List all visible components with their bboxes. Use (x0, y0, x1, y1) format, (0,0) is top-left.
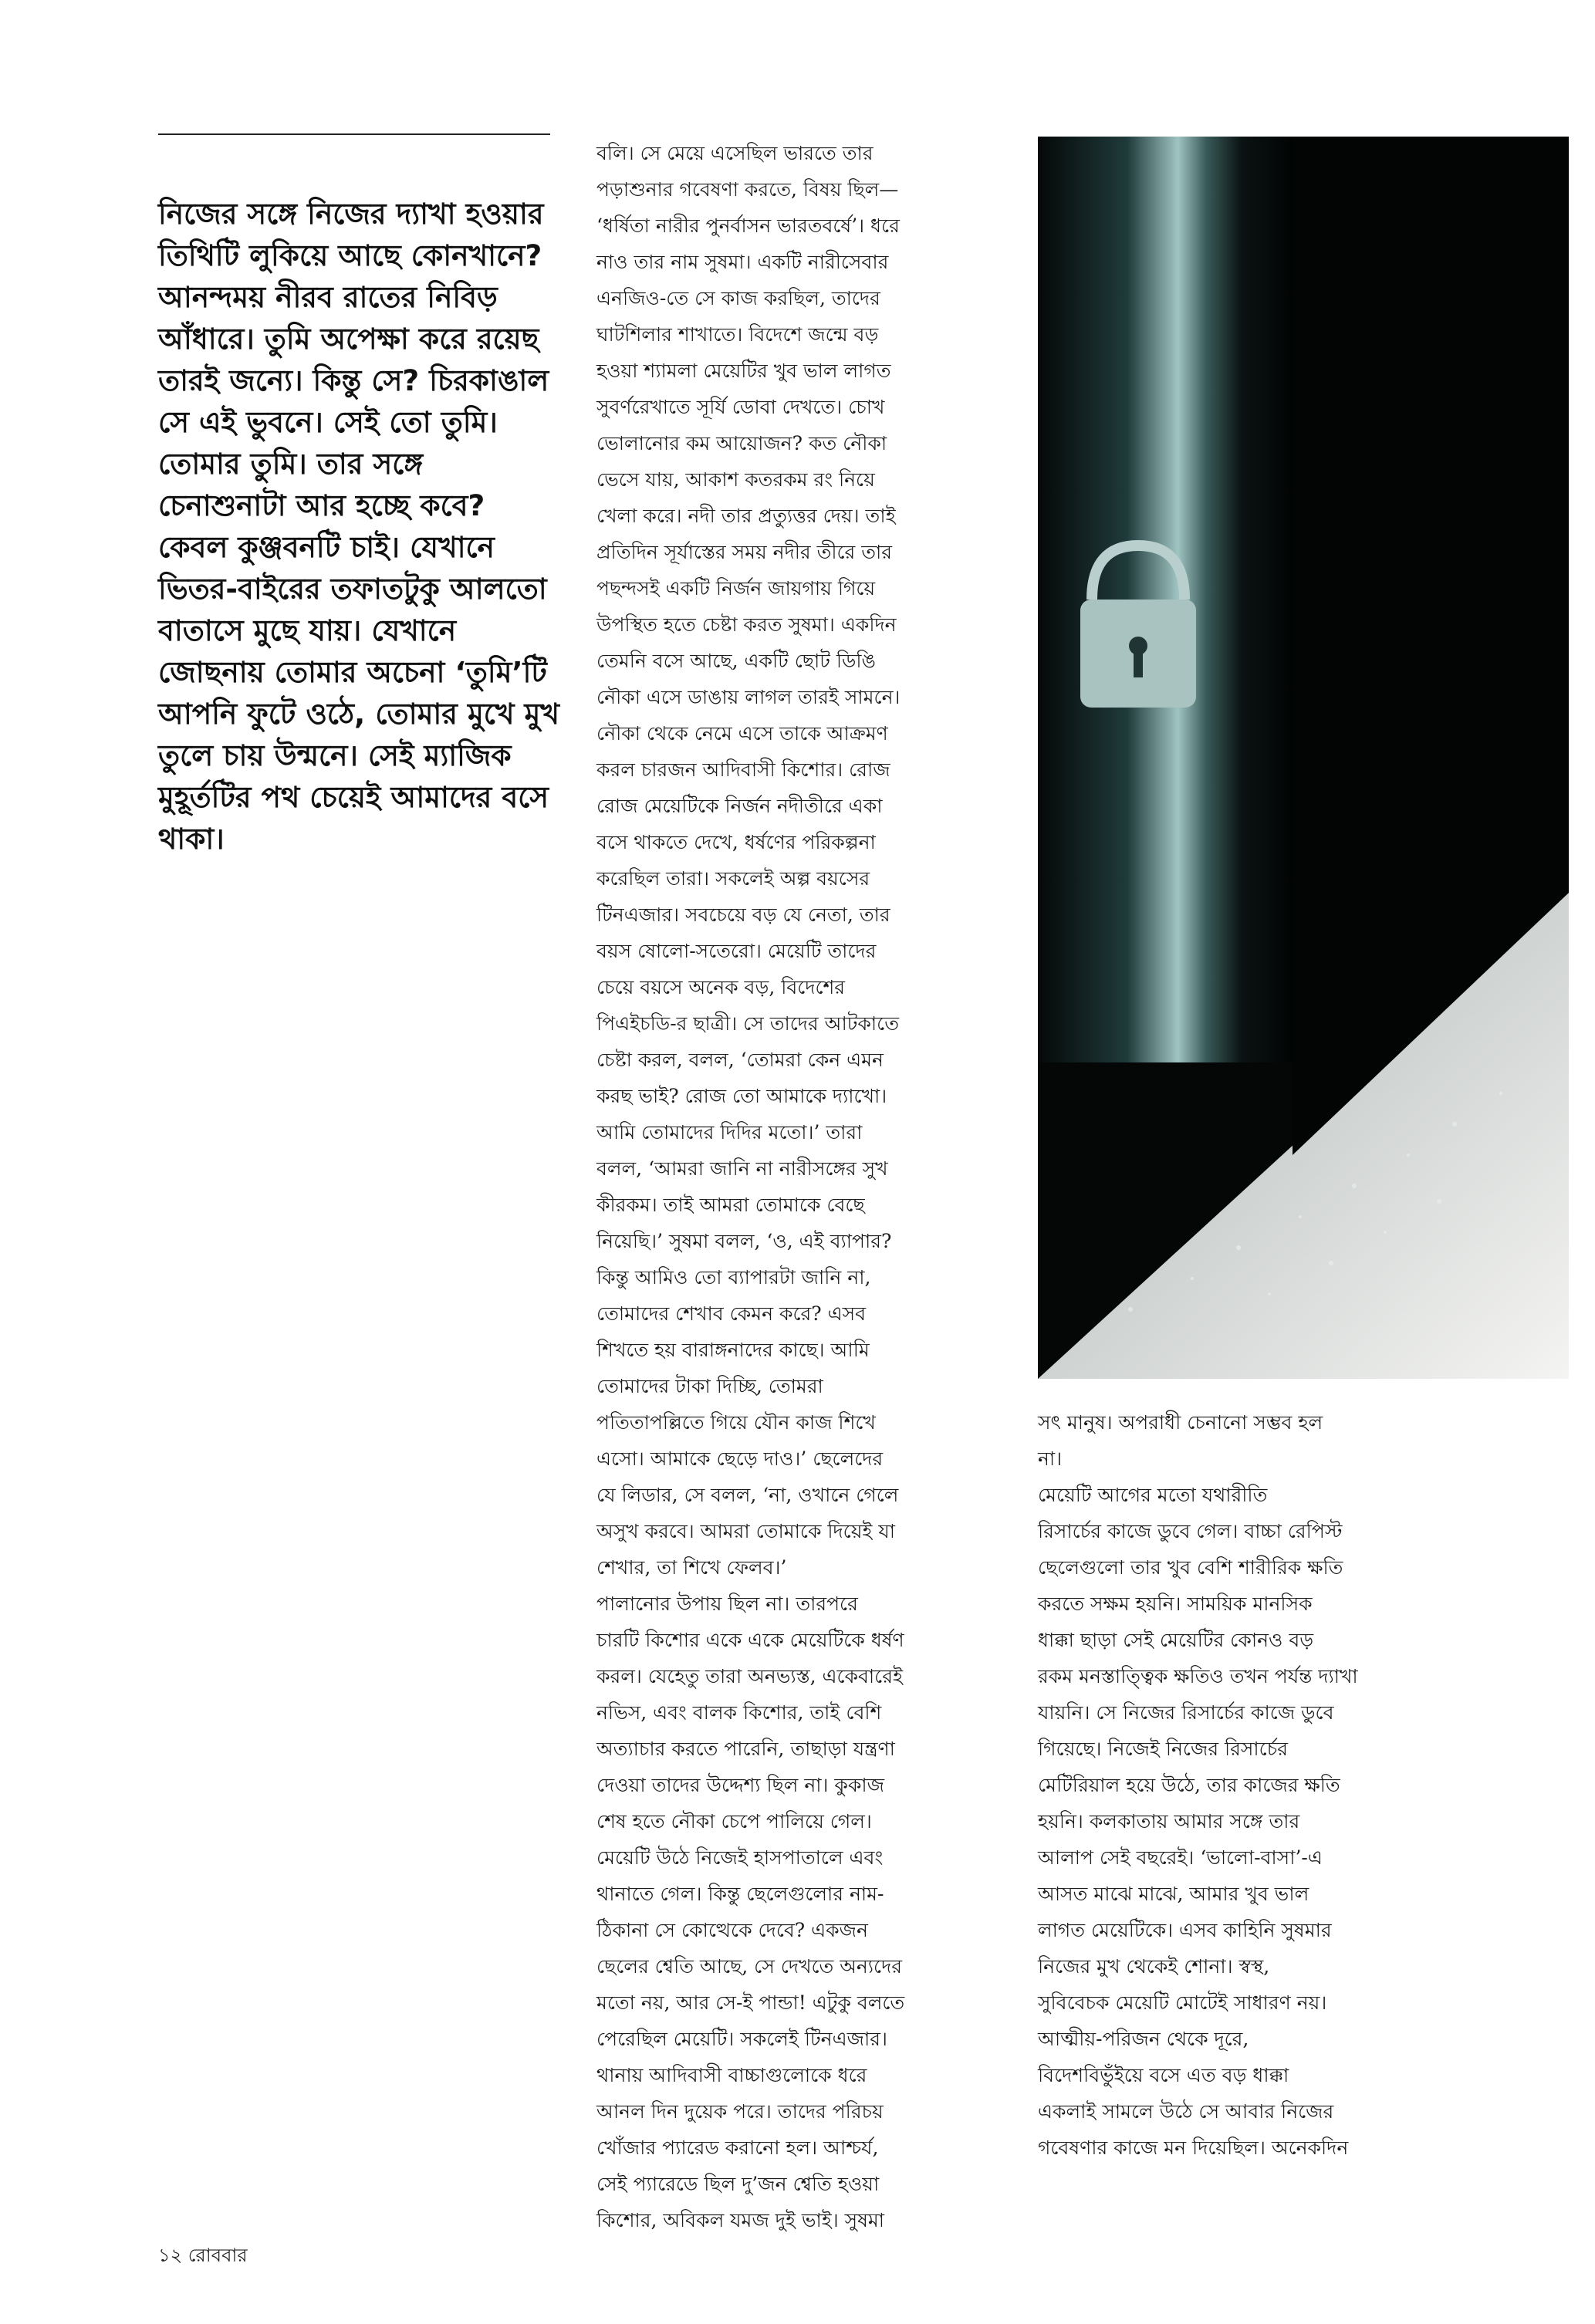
middle-column-line: চেষ্টা করল, বলল, ‘তোমরা কেন এমন (596, 1049, 884, 1071)
middle-column-line: বয়স ষোলো-সতেরো। মেয়েটি তাদের (596, 940, 877, 962)
right-column-line: করতে সক্ষম হয়নি। সাময়িক মানসিক (1038, 1593, 1313, 1615)
middle-column-line: থানায় আদিবাসী বাচ্চাগুলোকে ধরে (596, 2064, 867, 2086)
middle-column-line: মেয়েটি উঠে নিজেই হাসপাতালে এবং (596, 1846, 884, 1869)
middle-column-line: নাও তার নাম সুষমা। একটি নারীসেবার (596, 251, 889, 273)
body-column-right (1038, 1404, 1439, 2166)
right-column-line: বিদেশবিভুঁইয়ে বসে এত বড় ধাক্কা (1038, 2064, 1289, 2086)
middle-column-line: ‘ধর্ষিতা নারীর পুনর্বাসন ভারতবর্ষে’। ধরে (596, 214, 900, 237)
middle-column-line: বলি। সে মেয়ে এসেছিল ভারতে তার (596, 142, 874, 164)
middle-column-line: সেই প্যারেডে ছিল দু’জন শ্বেতি হওয়া (596, 2173, 880, 2195)
door-lock-illustration (1038, 137, 1569, 1379)
middle-column-line: মতো নয়, আর সে-ই পান্ডা! এটুকু বলতে (596, 1991, 905, 2014)
middle-column-line: পতিতাপল্লিতে গিয়ে যৌন কাজ শিখে (596, 1411, 876, 1434)
middle-column-line: তেমনি বসে আছে, একটি ছোট ডিঙি (596, 650, 876, 672)
right-column-line: হয়নি। কলকাতায় আমার সঙ্গে তার (1038, 1810, 1300, 1833)
body-column-middle (596, 135, 998, 2238)
middle-column-line: পছন্দসই একটি নির্জন জায়গায় গিয়ে (596, 577, 876, 600)
middle-column-line: নৌকা থেকে নেমে এসে তাকে আক্রমণ (596, 722, 888, 745)
right-column-line: মেটিরিয়াল হয়ে উঠে, তার কাজের ক্ষতি (1038, 1774, 1340, 1796)
middle-column-line: আমি তোমাদের দিদির মতো।’ তারা (596, 1121, 863, 1143)
middle-column-line: অসুখ করবে। আমরা তোমাকে দিয়েই যা (596, 1520, 896, 1542)
right-column-line: আসত মাঝে মাঝে, আমার খুব ভাল (1038, 1883, 1309, 1905)
middle-column-line: শিখতে হয় বারাঙ্গনাদের কাছে। আমি (596, 1339, 870, 1361)
middle-column-line: পালানোর উপায় ছিল না। তারপরে (596, 1593, 858, 1615)
middle-column-line: পিএইচডি-র ছাত্রী। সে তাদের আটকাতে (596, 1012, 899, 1035)
middle-column-line: কীরকম। তাই আমরা তোমাকে বেছে (596, 1194, 865, 1216)
middle-column-line: চারটি কিশোর একে একে মেয়েটিকে ধর্ষণ (596, 1629, 904, 1651)
middle-column-line: উপস্থিত হতে চেষ্টা করত সুষমা। একদিন (596, 613, 897, 636)
middle-column-line: পড়াশুনার গবেষণা করতে, বিষয় ছিল— (596, 178, 899, 201)
right-column-line: ধাক্কা ছাড়া সেই মেয়েটির কোনও বড় (1038, 1629, 1314, 1651)
top-rule (158, 133, 550, 135)
middle-column-line: দেওয়া তাদের উদ্দেশ্য ছিল না। কুকাজ (596, 1774, 885, 1796)
right-column-line: যায়নি। সে নিজের রিসার্চের কাজে ডুবে (1038, 1701, 1334, 1724)
middle-column-line: বলল, ‘আমরা জানি না নারীসঙ্গের সুখ (596, 1157, 888, 1180)
middle-column-line: করেছিল তারা। সকলেই অল্প বয়সের (596, 867, 870, 890)
middle-column-line: ভেসে যায়, আকাশ কতরকম রং নিয়ে (596, 468, 875, 491)
right-column-line: ছেলেগুলো তার খুব বেশি শারীরিক ক্ষতি (1038, 1556, 1343, 1579)
middle-column-line: বসে থাকতে দেখে, ধর্ষণের পরিকল্পনা (596, 831, 876, 853)
right-column-line: গিয়েছে। নিজেই নিজের রিসার্চের (1038, 1738, 1288, 1760)
middle-column-line: এসো। আমাকে ছেড়ে দাও।’ ছেলেদের (596, 1447, 884, 1470)
middle-column-line: শেষ হতে নৌকা চেপে পালিয়ে গেল। (596, 1810, 872, 1833)
right-column-line: রকম মনস্তাত্ত্বিক ক্ষতিও তখন পর্যন্ত দ্যাখা (1038, 1665, 1358, 1687)
middle-column-line: করছ ভাই? রোজ তো আমাকে দ্যাখো। (596, 1085, 887, 1107)
middle-column-line: খেলা করে। নদী তার প্রত্যুত্তর দেয়। তাই (596, 505, 896, 527)
middle-column-line: নিয়েছি।’ সুষমা বলল, ‘ও, এই ব্যাপার? (596, 1230, 892, 1252)
middle-column-line: শেখার, তা শিখে ফেলব।’ (596, 1556, 787, 1579)
right-column-line: গবেষণার কাজে মন দিয়েছিল। অনেকদিন (1038, 2137, 1349, 2159)
right-column-line: সৎ মানুষ। অপরাধী চেনানো সম্ভব হল (1038, 1411, 1323, 1434)
right-column-line: একলাই সামলে উঠে সে আবার নিজের (1038, 2100, 1334, 2123)
middle-column-line: টিনএজার। সবচেয়ে বড় যে নেতা, তার (596, 904, 890, 926)
page-folio: ১২ রোববার (158, 2245, 248, 2266)
middle-column-line: করল। যেহেতু তারা অনভ্যস্ত, একেবারেই (596, 1665, 903, 1687)
middle-column-line: প্রতিদিন সূর্যাস্তের সময় নদীর তীরে তার (596, 541, 893, 563)
middle-column-line: হওয়া শ্যামলা মেয়েটির খুব ভাল লাগত (596, 360, 891, 382)
middle-column-line: খোঁজার প্যারেড করানো হল। আশ্চর্য, (596, 2137, 879, 2159)
middle-column-line: নভিস, এবং বালক কিশোর, তাই বেশি (596, 1701, 882, 1724)
middle-column-line: তোমাদের টাকা দিচ্ছি, তোমরা (596, 1375, 823, 1397)
middle-column-line: চেয়ে বয়সে অনেক বড়, বিদেশের (596, 976, 846, 998)
middle-column-line: কিন্তু আমিও তো ব্যাপারটা জানি না, (596, 1266, 871, 1289)
middle-column-line: পেরেছিল মেয়েটি। সকলেই টিনএজার। (596, 2028, 887, 2050)
middle-column-line: থানাতে গেল। কিন্তু ছেলেগুলোর নাম- (596, 1883, 884, 1905)
middle-column-line: সুবর্ণরেখাতে সূর্যি ডোবা দেখতে। চোখ (596, 396, 885, 418)
middle-column-line: ঘাটশিলার শাখাতে। বিদেশে জন্মে বড় (596, 323, 879, 346)
pull-quote: নিজের সঙ্গে নিজের দ্যাখা হওয়ার তিথিটি লুকিয়ে আছে কোনখানে? আনন্দময় নীরব রাতের নিবিড় আঁধারে। তুমি অপেক্ষা করে রয়েছ তারই জন্যে। কিন্তু সে? চিরকাঙাল সে এই ভুবনে। সেই তো তুমি। তোমার তুমি। তার সঙ্গে চেনাশুনাটা আর হচ্ছে কবে? কেবল কুঞ্জবনটি চাই। যেখানে ভিতর-বাইরের তফাতটুকু আলতো বাতাসে মুছে যায়। যেখানে জোছনায় তোমার অচেনা ‘তুমি’টি আপনি ফুটে ওঠে, তোমার মুখে মুখ তুলে চায় উন্মনে। সেই ম্যাজিক মুহূর্তটির পথ চেয়েই আমাদের বসে থাকা। (158, 197, 559, 856)
right-column-line: নিজের মুখ থেকেই শোনা। স্বস্থ, (1038, 1955, 1270, 1978)
middle-column-line: কিশোর, অবিকল যমজ দুই ভাই। সুষমা (596, 2209, 885, 2231)
middle-column-line: নৌকা এসে ডাঙায় লাগল তারই সামনে। (596, 686, 901, 708)
right-column-line: লাগত মেয়েটিকে। এসব কাহিনি সুষমার (1038, 1919, 1332, 1941)
right-column-line: রিসার্চের কাজে ডুবে গেল। বাচ্চা রেপিস্ট (1038, 1520, 1343, 1542)
middle-column-line: যে লিডার, সে বলল, ‘না, ওখানে গেলে (596, 1484, 899, 1506)
right-column-line: মেয়েটি আগের মতো যথারীতি (1038, 1484, 1268, 1506)
middle-column-line: আনল দিন দুয়েক পরে। তাদের পরিচয় (596, 2100, 884, 2123)
middle-column-line: অত্যাচার করতে পারেনি, তাছাড়া যন্ত্রণা (596, 1738, 895, 1760)
middle-column-line: তোমাদের শেখাব কেমন করে? এসব (596, 1302, 867, 1325)
middle-column-line: করল চারজন আদিবাসী কিশোর। রোজ (596, 758, 890, 781)
right-column-line: আলাপ সেই বছরেই। ‘ভালো-বাসা’-এ (1038, 1846, 1323, 1869)
middle-column-line: ভোলানোর কম আয়োজন? কত নৌকা (596, 432, 887, 454)
middle-column-line: এনজিও-তে সে কাজ করছিল, তাদের (596, 287, 880, 309)
right-column-line: সুবিবেচক মেয়েটি মোটেই সাধারণ নয়। (1038, 1991, 1327, 2014)
middle-column-line: ছেলের শ্বেতি আছে, সে দেখতে অন্যদের (596, 1955, 902, 1978)
right-column-line: আত্মীয়-পরিজন থেকে দূরে, (1038, 2028, 1249, 2050)
right-column-line: না। (1038, 1447, 1063, 1470)
middle-column-line: রোজ মেয়েটিকে নির্জন নদীতীরে একা (596, 795, 883, 817)
article-photo (1038, 137, 1569, 1379)
middle-column-line: ঠিকানা সে কোত্থেকে দেবে? একজন (596, 1919, 868, 1941)
